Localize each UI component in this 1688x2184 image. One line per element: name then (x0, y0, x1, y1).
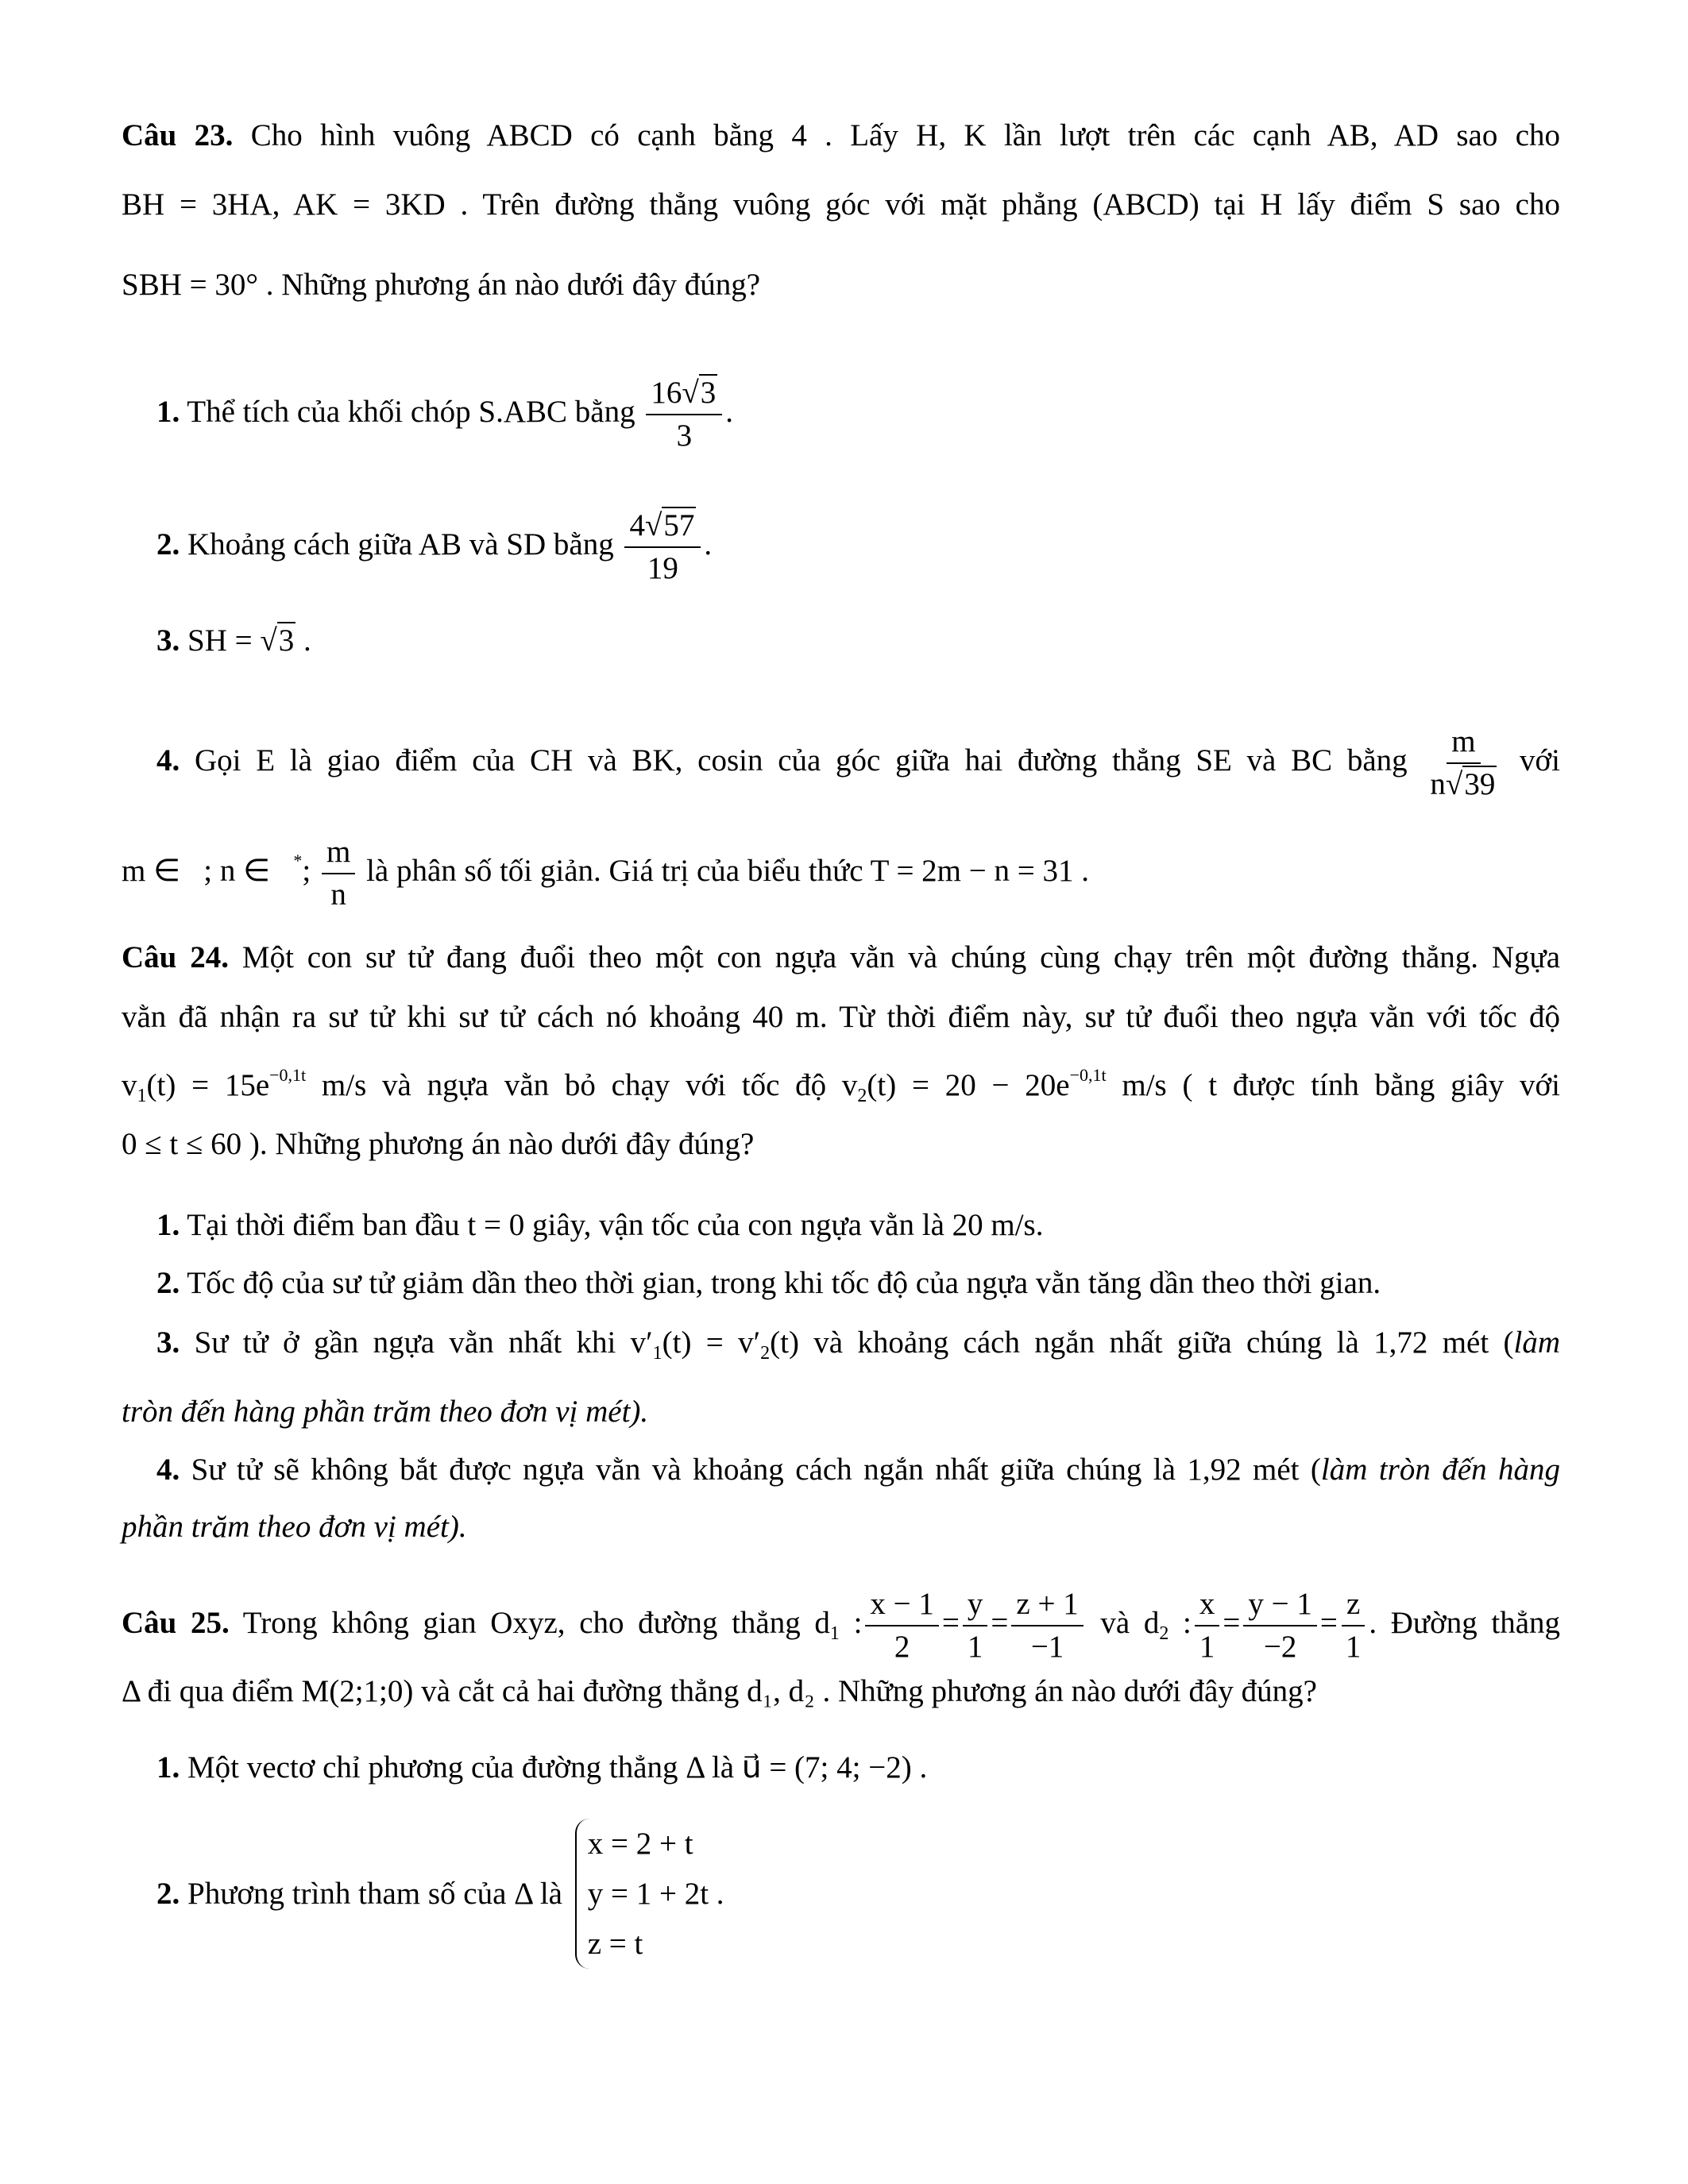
q23-option-2: 2. Khoảng cách giữa AB và SD bằng $\frac{4√57}{19}$ . (156, 508, 713, 585)
q24-option-4: 4. Sư tử sẽ không bắt được ngựa vằn và khoảng cách ngắn nhất giữa chúng là 1,92 mét (làm tròn đến hàng (156, 1453, 1560, 1487)
option-number: 3. (156, 623, 180, 658)
fraction: $\frac{m}{n}$ (322, 835, 355, 913)
q24-line-4: 0 ≤ t ≤ 60 ). Những phương án nào dưới đây đúng? (122, 1127, 755, 1161)
q23-line-2: BH = 3HA, AK = 3KD . Trên đường thẳng vuông góc với mặt phẳng (ABCD) tại H lấy điểm S sao cho (122, 187, 1560, 222)
fraction: $\frac{16√3}{3}$ (646, 376, 722, 453)
q25-option-1: 1. Một vectơ chỉ phương của đường thẳng Δ là u⃗ = (7; 4; −2) . (156, 1750, 928, 1785)
option-text: Khoảng cách giữa AB và SD bằng (180, 527, 614, 561)
fraction: $\frac{4√57}{19}$ (624, 508, 701, 586)
equation-system: x = 2 + t y = 1 + 2t . z = t (575, 1819, 724, 1969)
q25-line-2: Δ đi qua điểm M(2;1;0) và cắt cả hai đường thẳng d₁, d₂ . Những phương án nào dưới đây đúng? (122, 1674, 1317, 1708)
q24-line-1: Câu 24. Một con sư tử đang đuổi theo một con ngựa vằn và chúng cùng chạy trên một đường thẳng. Ngựa (122, 940, 1561, 974)
q23-text: Cho hình vuông ABCD có cạnh bằng 4 . Lấy H, K lần lượt trên các cạnh AB, AD sao cho (233, 118, 1561, 152)
q24-option-1: 1. Tại thời điểm ban đầu t = 0 giây, vận tốc của con ngựa vằn là 20 m/s. (156, 1208, 1044, 1242)
q23-option-1: 1. Thể tích của khối chóp S.ABC bằng $\frac{16√3}{3}$ . (156, 376, 734, 453)
q23-line-3: SBH = 30° . Những phương án nào dưới đây đúng? (122, 268, 761, 302)
q24-line-2: vằn đã nhận ra sư tử khi sư tử cách nó khoảng 40 m. Từ thời điểm này, sư tử đuổi theo ngựa vằn với tốc độ (122, 1000, 1560, 1034)
option-text: Thể tích của khối chóp S.ABC bằng (180, 394, 635, 429)
option-text: Gọi E là giao điểm của CH và BK, cosin của góc giữa hai đường thẳng SE và BC bằng (180, 743, 1408, 778)
q24-option-2: 2. Tốc độ của sư tử giảm dần theo thời gian, trong khi tốc độ của ngựa vằn tăng dần theo thời gian. (156, 1266, 1381, 1300)
q23-option-4: 4. Gọi E là giao điểm của CH và BK, cosin của góc giữa hai đường thẳng SE và BC bằng $\frac{m}{n√39}$ với (156, 724, 1561, 801)
option-number: 2. (156, 527, 180, 561)
q24-line-3: $v_1(t) = 15e^{-0,1t}$ m/s và ngựa vằn bỏ chạy với tốc độ $v_2(t) = 20 - 20e^{-0,1t}$ m/s ( t được tính bằng giây với (122, 1065, 1561, 1106)
q24-option-3-cont: tròn đến hàng phần trăm theo đơn vị mét). (122, 1395, 649, 1429)
q24-option-3: 3. Sư tử ở gần ngựa vằn nhất khi $v'_1(t) = v'_2(t)$ và khoảng cách ngắn nhất giữa chúng là 1,72 mét (làm (156, 1325, 1560, 1364)
q25-line-1: Câu 25. Trong không gian Oxyz, cho đường thẳng $d_1$ : $\frac{x - 1}{2}$ = $\frac{y}{1}$ = $\frac{z + 1}{-1}$ và $d_2$ : $\frac{x}{1}$ = $\frac{y - 1}{-2}$ = $\frac{z}{1}$ . Đường thẳng (122, 1587, 1561, 1664)
option-number: 1. (156, 394, 180, 429)
q25-option-2: 2. Phương trình tham số của Δ là x = 2 + t y = 1 + 2t . z = t (156, 1819, 1560, 1969)
option-text: SH = √ (180, 623, 277, 658)
option-number: 4. (156, 743, 180, 778)
fraction: $\frac{m}{n√39}$ (1430, 724, 1496, 801)
q23-option-3: 3. SH = √3 . (156, 623, 311, 658)
q24-option-4-cont: phần trăm theo đơn vị mét). (122, 1510, 467, 1544)
q23-option-4-cont: m ∈ ; n ∈ *; $\frac{m}{n}$ là phân số tối giản. Giá trị của biểu thức T = 2m − n = 31 . (122, 835, 1090, 912)
q24-label: Câu 24. (122, 940, 229, 974)
q23-label: Câu 23. (122, 118, 234, 152)
q23-line-1 (122, 117, 1560, 155)
q25-label: Câu 25. (122, 1605, 230, 1640)
